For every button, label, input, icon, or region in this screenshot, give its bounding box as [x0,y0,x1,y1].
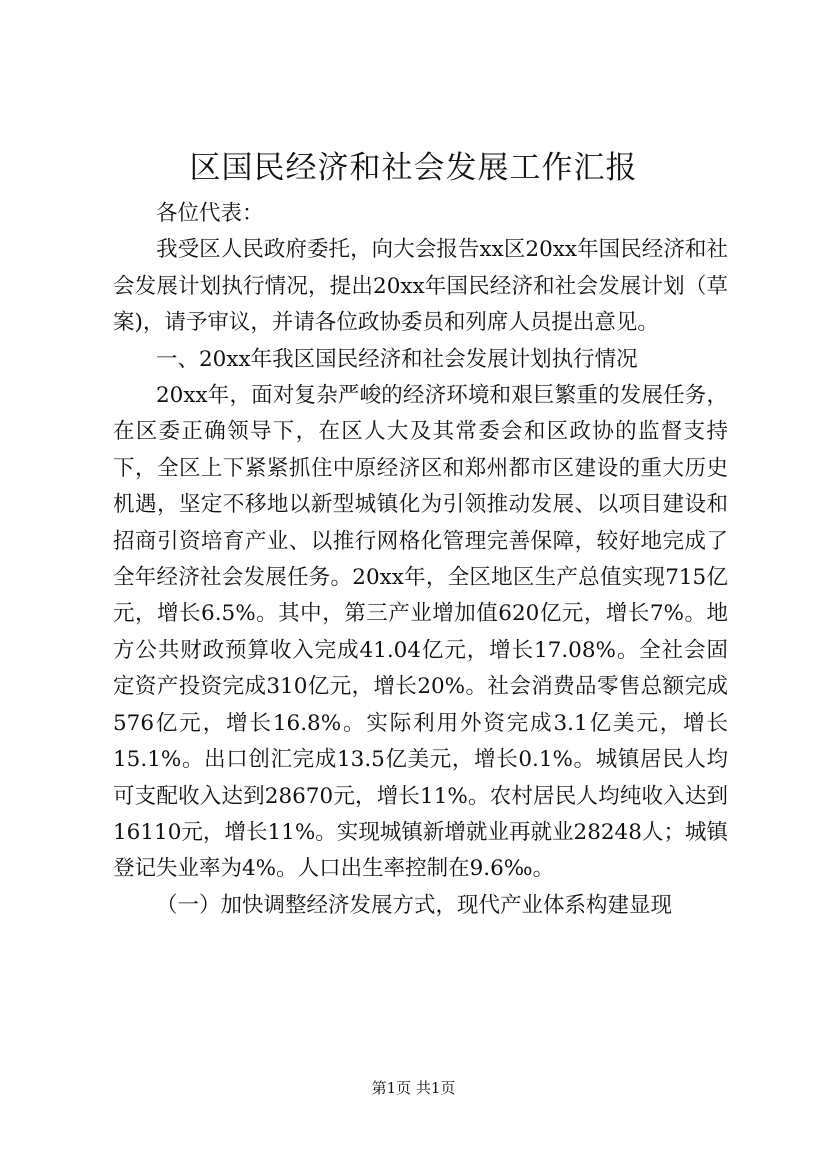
page-footer: 第1页 共1页 [371,1079,456,1097]
page-title: 区国民经济和社会发展工作汇报 [189,150,638,186]
subsection-heading: （一）加快调整经济发展方式，现代产业体系构建显现 [156,892,673,918]
section-heading: 一、20xx年我区国民经济和社会发展计划执行情况 [156,346,638,372]
paragraph-summary: 20xx年，面对复杂严峻的经济环境和艰巨繁重的发展任务，在区委正确领导下，在区人大及其常委会和区政协的监督支持下，全区上下紧紧抓住中原经济区和郑州都市区建设的重大历史机遇，坚定不移地以新型城镇化为引领推动发展、以项目建设和招商引资培育产业、以推行网格化管理完善保障，较好地完成了全年经济社会发展任务。20xx年，全区地区生产总值实现715亿元，增长6.5%。其中，第三产业增加值620亿元，增长7%。地方公共财政预算收入完成41.04亿元，增长17.08%。全社会固定资产投资完成310亿元，增长20%。社会消费品零售总额完成576亿元，增长16.8%。实际利用外资完成3.1亿美元，增长15.1%。出口创汇完成13.5亿美元，增长0.1%。城镇居民人均可支配收入达到28670元，增长11%。农村居民人均纯收入达到16110元，增长11%。实现城镇新增就业再就业28248人；城镇登记失业率为4%。人口出生率控制在9.6‰。 [113,383,728,882]
salutation: 各位代表： [156,201,264,226]
document-body [113,196,728,924]
paragraph-intro: 我受区人民政府委托，向大会报告xx区20xx年国民经济和社会发展计划执行情况，提出20xx年国民经济和社会发展计划（草案)，请予审议，并请各位政协委员和列席人员提出意见。 [113,237,728,336]
